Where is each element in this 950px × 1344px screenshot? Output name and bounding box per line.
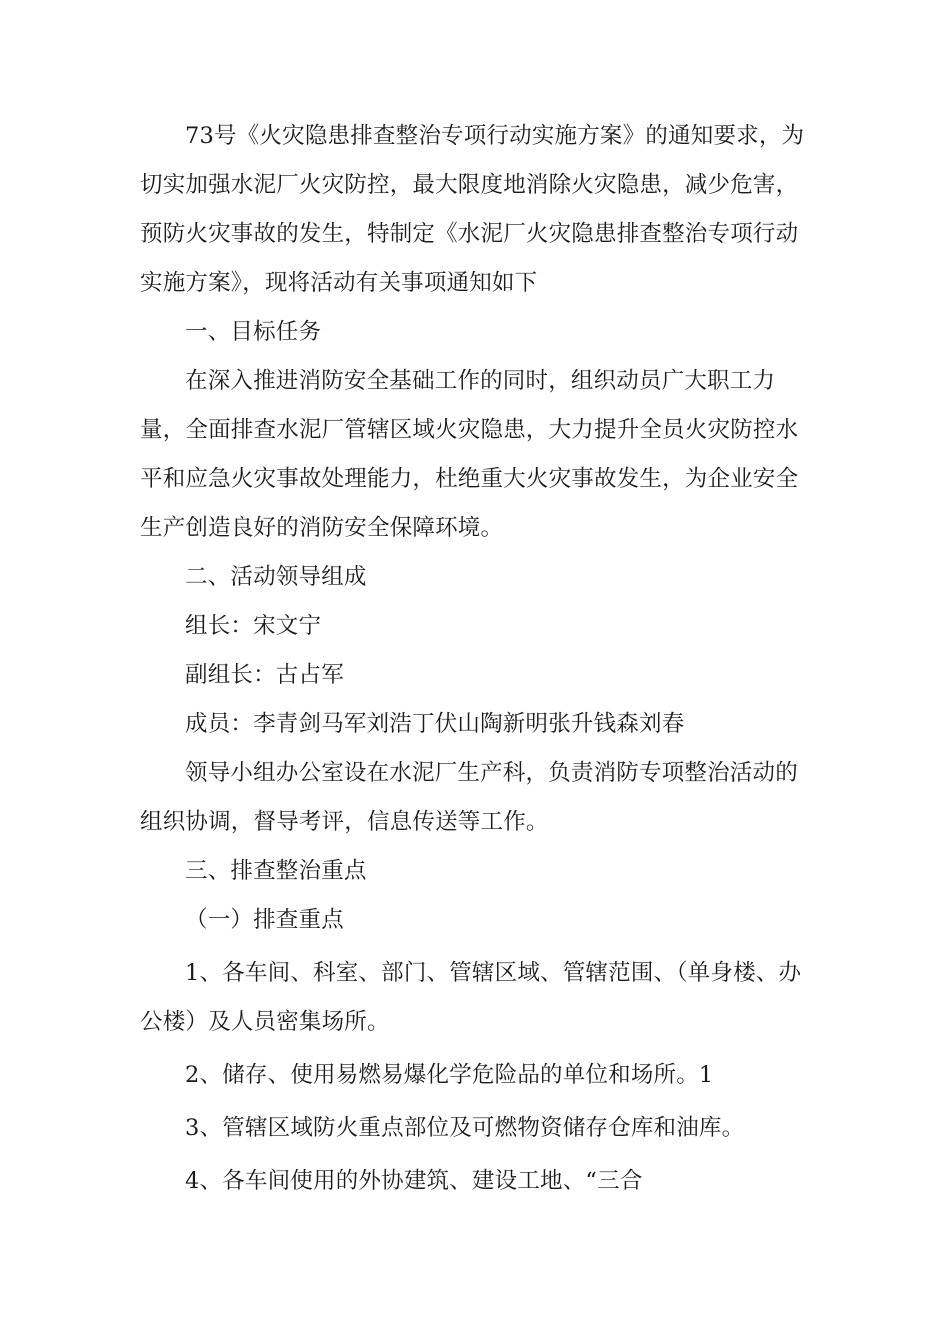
section-heading-key-points: 三、排查整治重点 <box>185 858 367 884</box>
leader-line: 组长：宋文宁 <box>185 613 322 639</box>
list-item-4: 4、各车间使用的外协建筑、建设工地、“三合 <box>185 1168 643 1194</box>
list-item-2: 2、储存、使用易燃易爆化学危险品的单位和场所。1 <box>185 1062 714 1088</box>
goals-paragraph: 在深入推进消防安全基础工作的同时，组织动员广大职工力量，全面排查水泥厂管辖区域火灾隐患，大力提升全员火灾防控水平和应急火灾事故处理能力，杜绝重大火灾事故发生，为企业安全生产创造良好的消防安全保障环境。 <box>140 368 799 541</box>
section-heading-goals: 一、目标任务 <box>185 319 322 345</box>
members-line: 成员：李青剑马军刘浩丁伏山陶新明张升钱森刘春 <box>185 711 685 737</box>
deputy-leader-line: 副组长：古占军 <box>185 662 344 688</box>
intro-paragraph: 73号《火灾隐患排查整治专项行动实施方案》的通知要求，为切实加强水泥厂火灾防控，最大限度地消除火灾隐患，减少危害，预防火灾事故的发生，特制定《水泥厂火灾隐患排查整治专项行动实施方案》，现将活动有关事项通知如下 <box>140 123 805 296</box>
list-item-1: 1、各车间、科室、部门、管辖区域、管辖范围、（单身楼、办公楼）及人员密集场所。 <box>140 960 802 1035</box>
subsection-heading-inspection: （一）排查重点 <box>185 907 344 933</box>
list-item-3: 3、管辖区域防火重点部位及可燃物资储存仓库和油库。 <box>185 1115 745 1141</box>
document-body <box>140 112 815 1206</box>
section-heading-leadership: 二、活动领导组成 <box>185 564 367 590</box>
office-paragraph: 领导小组办公室设在水泥厂生产科，负责消防专项整治活动的组织协调，督导考评，信息传送等工作。 <box>140 760 798 835</box>
